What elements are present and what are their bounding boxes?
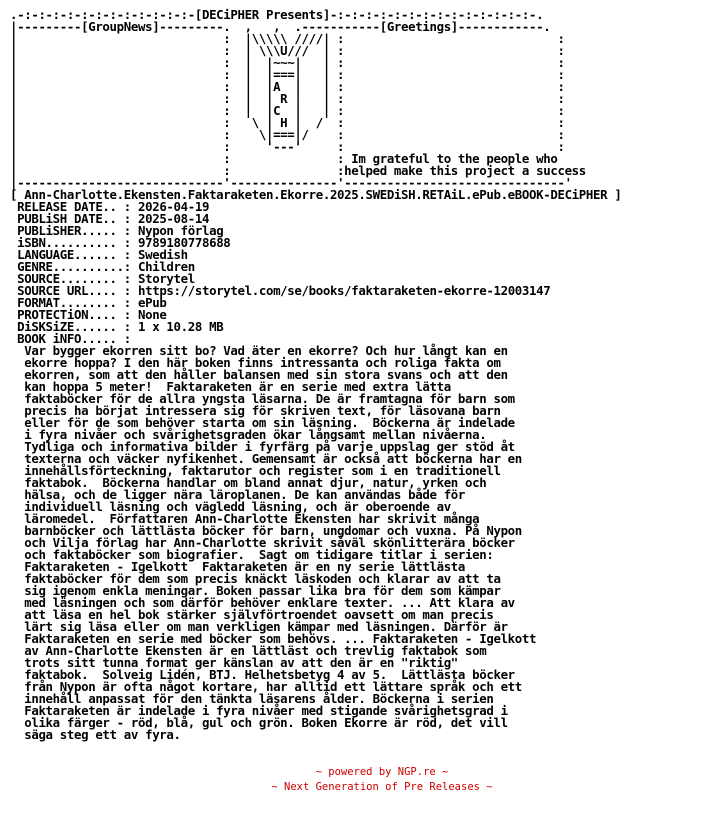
info-value: ePub (130, 295, 167, 310)
info-label: PROTECTiON.... : (10, 307, 131, 322)
info-value: None (130, 307, 167, 322)
ascii-art-line: | : | \\\U/// | : : (10, 43, 565, 58)
info-value: Swedish (130, 247, 188, 262)
header-top-border: .-:-:-:-:-:-:-:-:-:-:-:-:-[DECiPHER Presents]-:-:-:-:-:-:-:-:-:-:-:-:-:-:-. (10, 7, 544, 22)
book-info-line: och faktaböcker som biografier. Sagt om tidigare titlar i serien: (10, 547, 494, 562)
info-value: https://storytel.com/se/books/faktaraketen-ekorre-12003147 (130, 283, 551, 298)
book-info-line: faktaböcker för dem som precis knäckt läskoden och klarar av att ta (10, 571, 501, 586)
book-info-line: Faktaraketen en serie med böcker som behövs. ... Faktaraketen - Igelkott (10, 631, 537, 646)
powered-by-link[interactable]: ~ powered by NGP.re ~ (315, 766, 449, 778)
info-label: DiSKSiZE...... : (10, 319, 131, 334)
info-value: 2026-04-19 (130, 199, 210, 214)
info-value: Children (130, 259, 195, 274)
book-info-line: barnböcker och lättlästa böcker för barn, ungdomar och vuxna. På Nypon (10, 523, 522, 538)
tagline-link[interactable]: ~ Next Generation of Pre Releases ~ (271, 781, 493, 793)
info-label: PUBLiSHER..... : (10, 223, 131, 238)
ascii-art-line: |---------[GroupNews]---------. , , .-----------[Greetings]------------. (10, 19, 551, 34)
info-label: GENRE..........: (10, 259, 131, 274)
ascii-art-line: | : | |===| | : : (10, 67, 565, 82)
book-info-line: med läsningen och som därför behöver enklare texter. ... Att klara av (10, 595, 515, 610)
book-info-line: Faktaraketen - Igelkott Faktaraketen är en ny serie lättlästa (10, 559, 466, 574)
book-info-line: läromedel. Författaren Ann-Charlotte Ekensten har skrivit många (10, 511, 480, 526)
info-label: RELEASE DATE.. : (10, 199, 131, 214)
book-info-line: Faktaraketen är indelade i fyra nivåer med stigande svårighetsgrad i (10, 703, 508, 718)
book-info-line: innehållsförteckning, faktarutor och register som i en traditionell (10, 463, 501, 478)
ascii-art-line: | : | |~~~| | : : (10, 55, 565, 70)
ascii-art-line: | : '---' : : (10, 139, 565, 154)
footer (0, 765, 704, 795)
book-info-line: ekorre hoppa? I den här boken finns intressanta och roliga fakta om (10, 355, 501, 370)
ascii-art-line: | : |\\\\\ ////| : : (10, 31, 565, 46)
book-info-line: trots sitt tunna format ger känslan av att den är en "riktig" (10, 655, 458, 670)
book-info-line: precis ha börjat intressera sig för skriven text, för läsovana barn (10, 403, 501, 418)
book-info-line: sig igenom enkla meningar. Boken passar lika bra för dem som kämpar (10, 583, 501, 598)
info-label: PUBLiSH DATE.. : (10, 211, 131, 226)
greetings-line: | : :helped make this project a success (10, 163, 586, 178)
info-label: LANGUAGE...... : (10, 247, 131, 262)
book-info-line: att läsa en hel bok stärker självförtroendet oavsett om man precis (10, 607, 494, 622)
book-info-line: hälsa, och de ligger nära läroplanen. De kan användas både för (10, 487, 466, 502)
book-info-line: faktabok. Böckerna handlar om bland annat djur, natur, yrken och (10, 475, 487, 490)
book-info-line: kan hoppa 5 meter! Faktaraketen är en serie med extra lätta (10, 379, 451, 394)
book-info-line: av Ann-Charlotte Ekensten är en lättläst och trevlig faktabok som (10, 643, 487, 658)
book-info-line: olika färger - röd, blå, gul och grön. Boken Ekorre är röd, det vill (10, 715, 508, 730)
ascii-art-line: | : \ | H | / : : (10, 115, 565, 130)
ascii-art-line: | : | |A | | : : (10, 79, 565, 94)
info-label: SOURCE........ : (10, 271, 131, 286)
book-info-line: och Vilja förlag har Ann-Charlotte skrivit såväl skönlitterära böcker (10, 535, 515, 550)
book-info-line: eller för de som behöver starta om sin läsning. Böckerna är indelade (10, 415, 515, 430)
book-info-line: faktabok. Solveig Lidén, BTJ. Helhetsbetyg 4 av 5. Lättlästa böcker (10, 667, 515, 682)
ascii-art-line: | : | |C | | : : (10, 103, 565, 118)
info-label: FORMAT........ : (10, 295, 131, 310)
book-info-line: säga steg ett av fyra. (10, 727, 181, 742)
info-value: 2025-08-14 (130, 211, 210, 226)
greetings-line: | : : Im grateful to the people who (10, 151, 558, 166)
ascii-art-line: | : \|===|/ : : (10, 127, 565, 142)
book-info-line: innehåll anpassat för den tänkta läsarens ålder. Böckerna i serien (10, 691, 494, 706)
book-info-line: från Nypon är ofta något kortare, har alltid ett lättare språk och ett (10, 679, 522, 694)
book-info-text (10, 345, 621, 741)
info-label: SOURCE URL.... : (10, 283, 131, 298)
book-info-line: Tydliga och informativa bilder i fyrfärg på varje uppslag ger stöd åt (10, 439, 515, 454)
book-info-line: texterna och väcker nyfikenhet. Gemensamt är också att böckerna har en (10, 451, 522, 466)
info-value: 1 x 10.28 MB (130, 319, 224, 334)
info-label: iSBN.......... : (10, 235, 131, 250)
release-name: [ Ann-Charlotte.Ekensten.Faktaraketen.Ekorre.2025.SWEDiSH.RETAiL.ePub.eBOOK-DECiPHER ] (10, 187, 622, 202)
book-info-line: faktaböcker för de allra yngsta läsarna. De är framtagna för barn som (10, 391, 515, 406)
book-info-line: lärt sig läsa eller om man verkligen kämpar med läsningen. Därför är (10, 619, 508, 634)
info-value: 9789180778688 (130, 235, 231, 250)
book-info-line: ekorren, som att den håller balansen med sin stora svans och att den (10, 367, 508, 382)
ascii-art-line: | : | | R | | : : (10, 91, 565, 106)
info-value: Storytel (130, 271, 195, 286)
info-value: Nypon förlag (130, 223, 224, 238)
book-info-line: Var bygger ekorren sitt bo? Vad äter en ekorre? Och hur långt kan en (10, 343, 508, 358)
nfo-text (10, 9, 621, 741)
book-info-line: individuell läsning och vägledd läsning, och är oberoende av (10, 499, 451, 514)
ascii-art-bottom-border: |-----------------------------'---------------'-------------------------------' (10, 175, 572, 190)
info-label: BOOK iNFO..... : (10, 331, 131, 346)
book-info-line: i fyra nivåer och svårighetsgraden ökar långsamt mellan nivåerna. (10, 427, 487, 442)
